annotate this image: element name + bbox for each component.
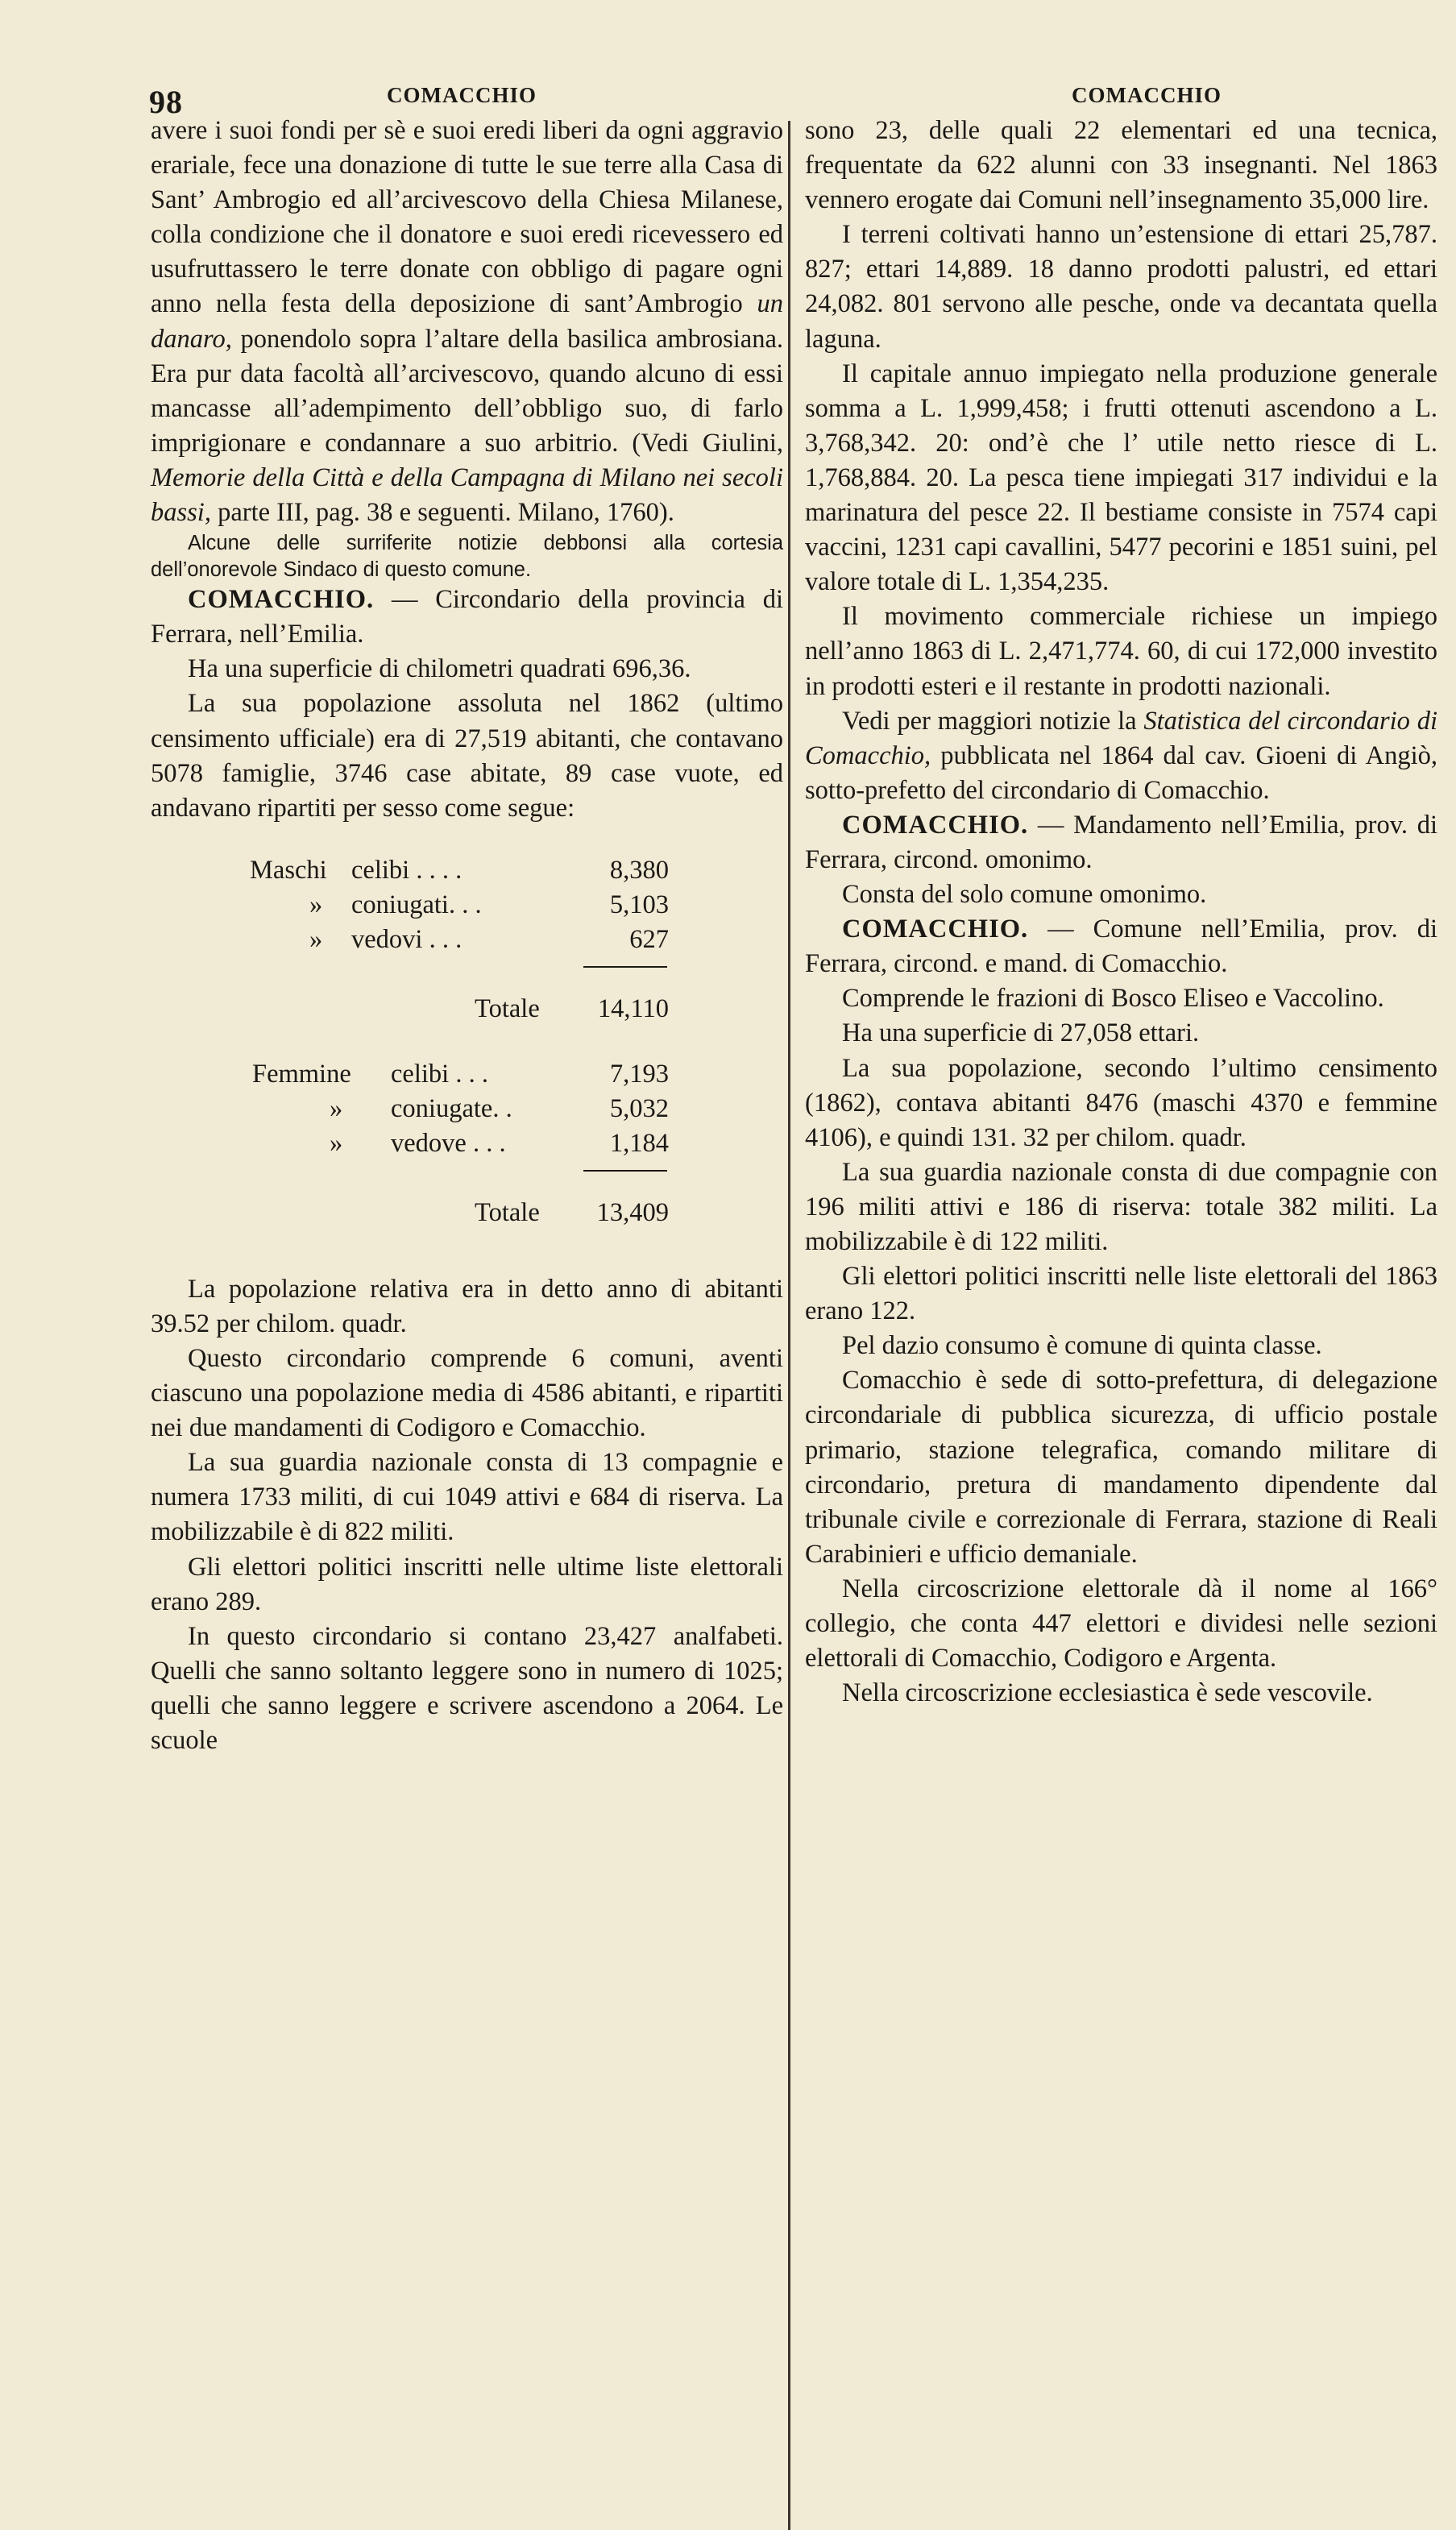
pop-totale-value: 13,409 <box>596 1197 669 1227</box>
paragraph-circ-elettorale: Nella circoscrizione elettorale dà il nome al 166° collegio, che conta 447 elettori e dividesi nelle sezioni elettorali di Comacchio, Codigoro e Argenta. <box>805 1574 1437 1674</box>
paragraph-elettori: Gli elettori politici inscritti nelle liste elettorali del 1863 erano 122. <box>805 1262 1437 1326</box>
paragraph-donation: avere i suoi fondi per sè e suoi eredi liberi da ogni aggravio erariale, fece una donazione di tutte le sue terre alla Casa di Sant’ Ambrogio ed all’arcivescovo della Chiesa Milanese, colla condizione che il donatore e suoi eredi ricevessero ed usufruttassero le terre donate con obbligo di pagare ogni anno nella festa della deposizione di sant’Ambrogio un danaro, ponendolo sopra l’altare della basilica ambrosiana. Era pur data facoltà all’arcivescovo, quando alcuno di essi mancasse all’adempimento dell’obbligo suo, di farlo imprigionare e condannare a suo arbitrio. (Vedi Giulini, Memorie della Città e della Campagna di Milano nei secoli bassi, parte III, pag. 38 e seguenti. Milano, 1760). <box>151 116 783 528</box>
pop-celibi-f: celibi . . . <box>391 1059 488 1089</box>
entry-heading: COMACCHIO. <box>842 810 1029 840</box>
ditto-mark: » <box>309 924 323 954</box>
paragraph-dazio: Pel dazio consumo è comune di quinta classe. <box>842 1331 1322 1361</box>
pop-coniugati: coniugati. . . <box>351 890 482 919</box>
paragraph-elettori: Gli elettori politici inscritti nelle ultime liste elettorali erano 289. <box>151 1552 783 1616</box>
pop-value: 7,193 <box>609 1059 669 1089</box>
entry-comune: COMACCHIO. — Comune nell’Emilia, prov. di Ferrara, circond. e mand. di Comacchio. <box>805 915 1437 979</box>
paragraph-superficie: Ha una superficie di chilometri quadrati 696,36. <box>188 654 691 684</box>
pop-totale-label: Totale <box>475 1197 540 1227</box>
ditto-mark: » <box>330 1093 343 1123</box>
entry-mandamento: COMACCHIO. — Mandamento nell’Emilia, prov. di Ferrara, circond. omonimo. <box>805 810 1437 874</box>
ditto-mark: » <box>330 1128 343 1158</box>
pop-maschi-label: Maschi <box>250 855 327 885</box>
column-divider <box>788 121 790 2530</box>
paragraph-relativa: La popolazione relativa era in detto anno di abitanti 39.52 per chilom. quadr. <box>151 1274 783 1338</box>
paragraph-sede: Comacchio è sede di sotto-prefettura, di delegazione circondariale di pubblica sicurezza, di ufficio postale primario, stazione telegrafica, comando militare di circondario, pretura di mandamento dipendente dal tribunale civile e correzionale di Ferrara, stazione di Reali Carabinieri e ufficio demaniale. <box>805 1366 1437 1569</box>
pop-totale-label: Totale <box>475 993 540 1023</box>
left-running-title: COMACCHIO <box>387 83 537 107</box>
pop-vedove: vedove . . . <box>391 1128 506 1158</box>
paragraph-comuni: Questo circondario comprende 6 comuni, aventi ciascuno una popolazione media di 4586 abitanti, e ripartiti nei due mandamenti di Codigoro e Comacchio. <box>151 1343 783 1443</box>
paragraph-frazioni: Comprende le frazioni di Bosco Eliseo e Vaccolino. <box>842 984 1384 1014</box>
pop-celibi-m: celibi . . . . <box>351 855 463 885</box>
paragraph-circ-ecclesiastica: Nella circoscrizione ecclesiastica è sede vescovile. <box>842 1678 1373 1708</box>
entry-heading: COMACCHIO. <box>842 915 1029 944</box>
paragraph-popolazione: La sua popolazione assoluta nel 1862 (ultimo censimento ufficiale) era di 27,519 abitanti, che contavano 5078 famiglie, 3746 case abitate, 89 case vuote, ed andavano ripartiti per sesso come segue: <box>151 689 783 823</box>
sum-rule <box>583 966 667 968</box>
pop-value: 1,184 <box>609 1128 669 1158</box>
pop-coniugate: coniugate. . <box>391 1093 512 1123</box>
left-column <box>151 114 783 1758</box>
pop-femmine-label: Femmine <box>252 1059 351 1089</box>
paragraph-consta: Consta del solo comune omonimo. <box>842 880 1207 910</box>
sum-rule <box>583 1170 667 1172</box>
pop-value: 8,380 <box>609 855 669 885</box>
pop-value: 627 <box>629 924 669 954</box>
paragraph-guardia: La sua guardia nazionale consta di 13 compagnie e numera 1733 militi, di cui 1049 attivi e 684 di riserva. La mobilizzabile è di 822 militi. <box>151 1448 783 1547</box>
paragraph-analfabeti: In questo circondario si contano 23,427 analfabeti. Quelli che sanno soltanto leggere sono in numero di 1025; quelli che sanno leggere e scrivere ascendono a 2064. Le scuole <box>151 1621 783 1755</box>
pop-vedovi: vedovi . . . <box>351 924 463 954</box>
population-table <box>151 853 783 1264</box>
paragraph-movimento: Il movimento commerciale richiese un impiego nell’anno 1863 di L. 2,471,774. 60, di cui 172,000 investito in prodotti esteri e il restante in prodotti nazionali. <box>805 602 1437 701</box>
paragraph-terreni: I terreni coltivati hanno un’estensione di ettari 25,787. 827; ettari 14,889. 18 danno prodotti palustri, ed ettari 24,082. 801 servono alle pesche, onde va decantata quella laguna. <box>805 220 1437 354</box>
pop-value: 5,103 <box>609 890 669 919</box>
paragraph-scuole: sono 23, delle quali 22 elementari ed una tecnica, frequentate da 622 alunni con 33 insegnanti. Nel 1863 vennero erogate dai Comuni nell’insegnamento 35,000 lire. <box>805 116 1437 215</box>
right-column <box>805 114 1437 1711</box>
right-running-title: COMACCHIO <box>1072 83 1222 107</box>
pop-totale-value: 14,110 <box>597 993 669 1023</box>
paragraph-capitale: Il capitale annuo impiegato nella produzione generale somma a L. 1,999,458; i frutti ottenuti ascendono a L. 3,768,342. 20: ond’è che l’ utile netto riesce di L. 1,768,884. 20. La pesca tiene impiegati 317 individui e la marinatura del pesce 22. Il bestiame consiste in 7574 capi vaccini, 1231 capi cavallini, 5477 pecorini e 1851 suini, pel valore totale di L. 1,354,235. <box>805 359 1437 597</box>
paragraph-guardia: La sua guardia nazionale consta di due compagnie con 196 militi attivi e 186 di riserva: totale 382 militi. La mobilizzabile è di 122 militi. <box>805 1157 1437 1256</box>
paragraph-popolazione: La sua popolazione, secondo l’ultimo censimento (1862), contava abitanti 8476 (maschi 4370 e femmine 4106), e quindi 131. 32 per chilom. quadr. <box>805 1053 1437 1152</box>
footnote-sindaco: Alcune delle surriferite notizie debbonsi alla cortesia dell’onorevole Sindaco di questo comune. <box>151 532 783 581</box>
page-number: 98 <box>149 84 183 120</box>
paragraph-superficie: Ha una superficie di 27,058 ettari. <box>842 1018 1200 1048</box>
entry-circondario: COMACCHIO. — Circondario della provincia di Ferrara, nell’Emilia. <box>151 585 783 649</box>
entry-heading: COMACCHIO. <box>188 585 375 615</box>
ditto-mark: » <box>309 890 323 919</box>
pop-value: 5,032 <box>609 1093 669 1123</box>
paragraph-vedi: Vedi per maggiori notizie la Statistica del circondario di Comacchio, pubblicata nel 1864 dal cav. Gioeni di Angiò, sotto-prefetto del circondario di Comacchio. <box>805 706 1437 805</box>
